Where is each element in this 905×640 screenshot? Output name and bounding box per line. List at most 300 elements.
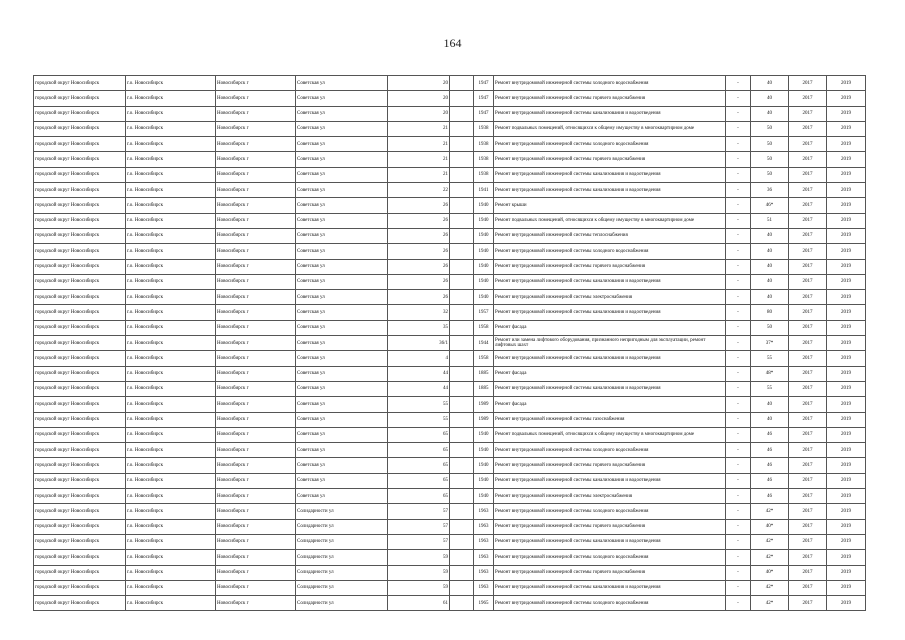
cost-cell: 40* [751, 519, 789, 534]
cost-cell: 40 [751, 274, 789, 289]
cost-cell: 40 [751, 228, 789, 243]
settlement-cell: г.о. Новосибирск [126, 198, 216, 213]
year-built-cell: 1963 [474, 565, 494, 580]
dash-cell: - [726, 121, 751, 136]
start-year-cell: 2017 [789, 534, 827, 549]
work-type-cell: Ремонт фасада [494, 366, 726, 381]
start-year-cell: 2017 [789, 550, 827, 565]
work-type-cell: Ремонт внутридомовой инженерной системы канализования и водоотведения [494, 473, 726, 488]
table-row [34, 183, 866, 198]
building-cell [450, 519, 474, 534]
end-year-cell: 2019 [827, 381, 866, 396]
house-number-cell: 57 [388, 519, 450, 534]
start-year-cell: 2017 [789, 351, 827, 366]
municipality-cell: городской округ Новосибирск [34, 596, 126, 611]
house-number-cell: 26 [388, 213, 450, 228]
building-cell [450, 305, 474, 320]
street-cell: Советская ул [296, 213, 388, 228]
city-cell: Новосибирск г [216, 565, 296, 580]
work-type-cell: Ремонт внутридомовой инженерной системы теплоснабжения [494, 228, 726, 243]
settlement-cell: г.о. Новосибирск [126, 320, 216, 335]
year-built-cell: 1938 [474, 167, 494, 182]
municipality-cell: городской округ Новосибирск [34, 198, 126, 213]
settlement-cell: г.о. Новосибирск [126, 121, 216, 136]
street-cell: Советская ул [296, 427, 388, 442]
end-year-cell: 2019 [827, 244, 866, 259]
year-built-cell: 1989 [474, 397, 494, 412]
cost-cell: 50 [751, 320, 789, 335]
year-built-cell: 1940 [474, 228, 494, 243]
municipality-cell: городской округ Новосибирск [34, 213, 126, 228]
work-type-cell: Ремонт внутридомовой инженерной системы холодного водоснабжения [494, 504, 726, 519]
end-year-cell: 2019 [827, 565, 866, 580]
street-cell: Солидарности ул [296, 596, 388, 611]
start-year-cell: 2017 [789, 412, 827, 427]
end-year-cell: 2019 [827, 152, 866, 167]
city-cell: Новосибирск г [216, 381, 296, 396]
municipality-cell: городской округ Новосибирск [34, 443, 126, 458]
table-row [34, 550, 866, 565]
street-cell: Советская ул [296, 167, 388, 182]
cost-cell: 50 [751, 167, 789, 182]
work-type-cell: Ремонт внутридомовой инженерной системы канализования и водоотведения [494, 106, 726, 121]
start-year-cell: 2017 [789, 244, 827, 259]
end-year-cell: 2019 [827, 412, 866, 427]
end-year-cell: 2019 [827, 550, 866, 565]
dash-cell: - [726, 351, 751, 366]
end-year-cell: 2019 [827, 504, 866, 519]
start-year-cell: 2017 [789, 137, 827, 152]
city-cell: Новосибирск г [216, 458, 296, 473]
start-year-cell: 2017 [789, 565, 827, 580]
municipality-cell: городской округ Новосибирск [34, 504, 126, 519]
street-cell: Советская ул [296, 244, 388, 259]
cost-cell: 51 [751, 213, 789, 228]
work-type-cell: Ремонт фасада [494, 397, 726, 412]
table-row [34, 504, 866, 519]
building-cell [450, 152, 474, 167]
building-cell [450, 121, 474, 136]
table-row [34, 259, 866, 274]
dash-cell: - [726, 458, 751, 473]
municipality-cell: городской округ Новосибирск [34, 152, 126, 167]
table-row [34, 381, 866, 396]
dash-cell: - [726, 137, 751, 152]
work-type-cell: Ремонт внутридомовой инженерной системы холодного водоснабжения [494, 137, 726, 152]
city-cell: Новосибирск г [216, 443, 296, 458]
street-cell: Советская ул [296, 473, 388, 488]
table-row [34, 336, 866, 351]
dash-cell: - [726, 381, 751, 396]
house-number-cell: 26 [388, 290, 450, 305]
start-year-cell: 2017 [789, 458, 827, 473]
city-cell: Новосибирск г [216, 183, 296, 198]
building-cell [450, 259, 474, 274]
municipality-cell: городской округ Новосибирск [34, 274, 126, 289]
settlement-cell: г.о. Новосибирск [126, 443, 216, 458]
cost-cell: 42* [751, 504, 789, 519]
work-type-cell: Ремонт внутридомовой инженерной системы горячего водоснабжения [494, 259, 726, 274]
house-number-cell: 32 [388, 305, 450, 320]
city-cell: Новосибирск г [216, 351, 296, 366]
table-row [34, 244, 866, 259]
city-cell: Новосибирск г [216, 259, 296, 274]
start-year-cell: 2017 [789, 427, 827, 442]
street-cell: Солидарности ул [296, 580, 388, 595]
cost-cell: 50 [751, 152, 789, 167]
settlement-cell: г.о. Новосибирск [126, 412, 216, 427]
cost-cell: 42* [751, 534, 789, 549]
capital-repair-table [33, 75, 866, 611]
city-cell: Новосибирск г [216, 596, 296, 611]
work-type-cell: Ремонт внутридомовой инженерной системы горячего водоснабжения [494, 519, 726, 534]
cost-cell: 42* [751, 580, 789, 595]
start-year-cell: 2017 [789, 91, 827, 106]
settlement-cell: г.о. Новосибирск [126, 106, 216, 121]
work-type-cell: Ремонт внутридомовой инженерной системы электроснабжения [494, 489, 726, 504]
work-type-cell: Ремонт или замена лифтового оборудования, признанного непригодным для эксплуатации, ремонт лифтовых шахт [494, 336, 726, 351]
city-cell: Новосибирск г [216, 504, 296, 519]
house-number-cell: 65 [388, 489, 450, 504]
cost-cell: 55 [751, 351, 789, 366]
municipality-cell: городской округ Новосибирск [34, 121, 126, 136]
end-year-cell: 2019 [827, 366, 866, 381]
work-type-cell: Ремонт внутридомовой инженерной системы холодного водоснабжения [494, 244, 726, 259]
city-cell: Новосибирск г [216, 137, 296, 152]
city-cell: Новосибирск г [216, 534, 296, 549]
end-year-cell: 2019 [827, 351, 866, 366]
municipality-cell: городской округ Новосибирск [34, 550, 126, 565]
settlement-cell: г.о. Новосибирск [126, 366, 216, 381]
work-type-cell: Ремонт внутридомовой инженерной системы горячего водоснабжения [494, 91, 726, 106]
settlement-cell: г.о. Новосибирск [126, 228, 216, 243]
municipality-cell: городской округ Новосибирск [34, 290, 126, 305]
house-number-cell: 26 [388, 259, 450, 274]
city-cell: Новосибирск г [216, 412, 296, 427]
settlement-cell: г.о. Новосибирск [126, 596, 216, 611]
table-row [34, 228, 866, 243]
street-cell: Советская ул [296, 290, 388, 305]
city-cell: Новосибирск г [216, 213, 296, 228]
start-year-cell: 2017 [789, 259, 827, 274]
street-cell: Советская ул [296, 106, 388, 121]
end-year-cell: 2019 [827, 397, 866, 412]
year-built-cell: 1940 [474, 290, 494, 305]
building-cell [450, 473, 474, 488]
house-number-cell: 35 [388, 320, 450, 335]
street-cell: Советская ул [296, 274, 388, 289]
building-cell [450, 91, 474, 106]
settlement-cell: г.о. Новосибирск [126, 534, 216, 549]
work-type-cell: Ремонт внутридомовой инженерной системы канализования и водоотведения [494, 534, 726, 549]
end-year-cell: 2019 [827, 213, 866, 228]
city-cell: Новосибирск г [216, 427, 296, 442]
start-year-cell: 2017 [789, 320, 827, 335]
table-row [34, 305, 866, 320]
settlement-cell: г.о. Новосибирск [126, 397, 216, 412]
city-cell: Новосибирск г [216, 397, 296, 412]
year-built-cell: 1963 [474, 534, 494, 549]
year-built-cell: 1958 [474, 320, 494, 335]
page-number: 164 [443, 36, 462, 50]
settlement-cell: г.о. Новосибирск [126, 259, 216, 274]
work-type-cell: Ремонт внутридомовой инженерной системы канализования и водоотведения [494, 167, 726, 182]
dash-cell: - [726, 596, 751, 611]
house-number-cell: 44 [388, 366, 450, 381]
start-year-cell: 2017 [789, 152, 827, 167]
table-row [34, 351, 866, 366]
table-row [34, 473, 866, 488]
year-built-cell: 1940 [474, 489, 494, 504]
street-cell: Советская ул [296, 397, 388, 412]
municipality-cell: городской округ Новосибирск [34, 473, 126, 488]
municipality-cell: городской округ Новосибирск [34, 565, 126, 580]
end-year-cell: 2019 [827, 91, 866, 106]
street-cell: Советская ул [296, 228, 388, 243]
year-built-cell: 1957 [474, 305, 494, 320]
work-type-cell: Ремонт подвальных помещений, относящихся к общему имуществу в многоквартирном доме [494, 121, 726, 136]
table-row [34, 213, 866, 228]
year-built-cell: 1940 [474, 458, 494, 473]
building-cell [450, 427, 474, 442]
city-cell: Новосибирск г [216, 244, 296, 259]
street-cell: Советская ул [296, 443, 388, 458]
end-year-cell: 2019 [827, 183, 866, 198]
start-year-cell: 2017 [789, 473, 827, 488]
year-built-cell: 1940 [474, 274, 494, 289]
house-number-cell: 26 [388, 198, 450, 213]
year-built-cell: 1944 [474, 336, 494, 351]
cost-cell: 80 [751, 305, 789, 320]
cost-cell: 42* [751, 596, 789, 611]
end-year-cell: 2019 [827, 489, 866, 504]
dash-cell: - [726, 259, 751, 274]
settlement-cell: г.о. Новосибирск [126, 137, 216, 152]
cost-cell: 40 [751, 244, 789, 259]
municipality-cell: городской округ Новосибирск [34, 183, 126, 198]
building-cell [450, 412, 474, 427]
building-cell [450, 381, 474, 396]
year-built-cell: 1938 [474, 121, 494, 136]
dash-cell: - [726, 91, 751, 106]
end-year-cell: 2019 [827, 290, 866, 305]
building-cell [450, 550, 474, 565]
house-number-cell: 20 [388, 106, 450, 121]
start-year-cell: 2017 [789, 504, 827, 519]
settlement-cell: г.о. Новосибирск [126, 473, 216, 488]
settlement-cell: г.о. Новосибирск [126, 565, 216, 580]
end-year-cell: 2019 [827, 106, 866, 121]
cost-cell: 50 [751, 121, 789, 136]
house-number-cell: 55 [388, 412, 450, 427]
municipality-cell: городской округ Новосибирск [34, 137, 126, 152]
street-cell: Солидарности ул [296, 550, 388, 565]
work-type-cell: Ремонт внутридомовой инженерной системы канализования и водоотведения [494, 305, 726, 320]
start-year-cell: 2017 [789, 106, 827, 121]
city-cell: Новосибирск г [216, 152, 296, 167]
end-year-cell: 2019 [827, 320, 866, 335]
start-year-cell: 2017 [789, 519, 827, 534]
city-cell: Новосибирск г [216, 305, 296, 320]
work-type-cell: Ремонт внутридомовой инженерной системы горячего водоснабжения [494, 152, 726, 167]
year-built-cell: 1963 [474, 550, 494, 565]
work-type-cell: Ремонт внутридомовой инженерной системы канализования и водоотведения [494, 381, 726, 396]
settlement-cell: г.о. Новосибирск [126, 183, 216, 198]
table-row [34, 565, 866, 580]
municipality-cell: городской округ Новосибирск [34, 167, 126, 182]
settlement-cell: г.о. Новосибирск [126, 91, 216, 106]
table-row [34, 76, 866, 91]
municipality-cell: городской округ Новосибирск [34, 106, 126, 121]
work-type-cell: Ремонт внутридомовой инженерной системы горячего водоснабжения [494, 458, 726, 473]
dash-cell: - [726, 228, 751, 243]
dash-cell: - [726, 213, 751, 228]
end-year-cell: 2019 [827, 580, 866, 595]
cost-cell: 46 [751, 489, 789, 504]
building-cell [450, 167, 474, 182]
settlement-cell: г.о. Новосибирск [126, 489, 216, 504]
city-cell: Новосибирск г [216, 274, 296, 289]
dash-cell: - [726, 320, 751, 335]
street-cell: Советская ул [296, 351, 388, 366]
building-cell [450, 351, 474, 366]
city-cell: Новосибирск г [216, 550, 296, 565]
building-cell [450, 213, 474, 228]
work-type-cell: Ремонт внутридомовой инженерной системы горячего водоснабжения [494, 565, 726, 580]
dash-cell: - [726, 397, 751, 412]
street-cell: Советская ул [296, 381, 388, 396]
cost-cell: 46* [751, 198, 789, 213]
work-type-cell: Ремонт крыши [494, 198, 726, 213]
year-built-cell: 1963 [474, 519, 494, 534]
house-number-cell: 21 [388, 167, 450, 182]
year-built-cell: 1965 [474, 596, 494, 611]
end-year-cell: 2019 [827, 596, 866, 611]
settlement-cell: г.о. Новосибирск [126, 427, 216, 442]
year-built-cell: 1963 [474, 504, 494, 519]
city-cell: Новосибирск г [216, 290, 296, 305]
municipality-cell: городской округ Новосибирск [34, 397, 126, 412]
building-cell [450, 198, 474, 213]
work-type-cell: Ремонт внутридомовой инженерной системы холодного водоснабжения [494, 596, 726, 611]
city-cell: Новосибирск г [216, 580, 296, 595]
dash-cell: - [726, 244, 751, 259]
cost-cell: 40 [751, 290, 789, 305]
work-type-cell: Ремонт внутридомовой инженерной системы канализования и водоотведения [494, 351, 726, 366]
settlement-cell: г.о. Новосибирск [126, 244, 216, 259]
dash-cell: - [726, 412, 751, 427]
dash-cell: - [726, 504, 751, 519]
end-year-cell: 2019 [827, 167, 866, 182]
house-number-cell: 59 [388, 550, 450, 565]
end-year-cell: 2019 [827, 228, 866, 243]
end-year-cell: 2019 [827, 259, 866, 274]
street-cell: Солидарности ул [296, 519, 388, 534]
municipality-cell: городской округ Новосибирск [34, 519, 126, 534]
start-year-cell: 2017 [789, 274, 827, 289]
settlement-cell: г.о. Новосибирск [126, 550, 216, 565]
cost-cell: 40 [751, 412, 789, 427]
start-year-cell: 2017 [789, 580, 827, 595]
work-type-cell: Ремонт внутридомовой инженерной системы канализования и водоотведения [494, 274, 726, 289]
settlement-cell: г.о. Новосибирск [126, 152, 216, 167]
work-type-cell: Ремонт подвальных помещений, относящихся к общему имуществу в многоквартирном доме [494, 427, 726, 442]
municipality-cell: городской округ Новосибирск [34, 458, 126, 473]
house-number-cell: 20 [388, 91, 450, 106]
street-cell: Советская ул [296, 366, 388, 381]
building-cell [450, 244, 474, 259]
city-cell: Новосибирск г [216, 228, 296, 243]
work-type-cell: Ремонт внутридомовой инженерной системы холодного водоснабжения [494, 443, 726, 458]
work-type-cell: Ремонт внутридомовой инженерной системы канализования и водоотведения [494, 580, 726, 595]
city-cell: Новосибирск г [216, 489, 296, 504]
start-year-cell: 2017 [789, 381, 827, 396]
city-cell: Новосибирск г [216, 91, 296, 106]
municipality-cell: городской округ Новосибирск [34, 244, 126, 259]
year-built-cell: 1885 [474, 381, 494, 396]
building-cell [450, 366, 474, 381]
dash-cell: - [726, 427, 751, 442]
settlement-cell: г.о. Новосибирск [126, 504, 216, 519]
table-row [34, 397, 866, 412]
building-cell [450, 320, 474, 335]
cost-cell: 50 [751, 137, 789, 152]
year-built-cell: 1938 [474, 152, 494, 167]
dash-cell: - [726, 473, 751, 488]
city-cell: Новосибирск г [216, 106, 296, 121]
house-number-cell: 65 [388, 458, 450, 473]
settlement-cell: г.о. Новосибирск [126, 274, 216, 289]
building-cell [450, 183, 474, 198]
end-year-cell: 2019 [827, 519, 866, 534]
municipality-cell: городской округ Новосибирск [34, 305, 126, 320]
table-row [34, 534, 866, 549]
house-number-cell: 65 [388, 443, 450, 458]
year-built-cell: 1938 [474, 137, 494, 152]
municipality-cell: городской округ Новосибирск [34, 366, 126, 381]
cost-cell: 46 [751, 473, 789, 488]
street-cell: Советская ул [296, 458, 388, 473]
cost-cell: 42* [751, 550, 789, 565]
end-year-cell: 2019 [827, 121, 866, 136]
city-cell: Новосибирск г [216, 198, 296, 213]
municipality-cell: городской округ Новосибирск [34, 381, 126, 396]
street-cell: Солидарности ул [296, 504, 388, 519]
end-year-cell: 2019 [827, 458, 866, 473]
house-number-cell: 57 [388, 534, 450, 549]
building-cell [450, 565, 474, 580]
settlement-cell: г.о. Новосибирск [126, 76, 216, 91]
table-row [34, 427, 866, 442]
settlement-cell: г.о. Новосибирск [126, 458, 216, 473]
municipality-cell: городской округ Новосибирск [34, 427, 126, 442]
building-cell [450, 596, 474, 611]
house-number-cell: 20 [388, 76, 450, 91]
street-cell: Солидарности ул [296, 534, 388, 549]
cost-cell: 46 [751, 458, 789, 473]
start-year-cell: 2017 [789, 290, 827, 305]
year-built-cell: 1940 [474, 244, 494, 259]
start-year-cell: 2017 [789, 76, 827, 91]
table-body [34, 76, 866, 611]
cost-cell: 46 [751, 427, 789, 442]
start-year-cell: 2017 [789, 443, 827, 458]
work-type-cell: Ремонт внутридомовой инженерной системы газоснабжения [494, 412, 726, 427]
dash-cell: - [726, 305, 751, 320]
dash-cell: - [726, 183, 751, 198]
city-cell: Новосибирск г [216, 519, 296, 534]
building-cell [450, 137, 474, 152]
